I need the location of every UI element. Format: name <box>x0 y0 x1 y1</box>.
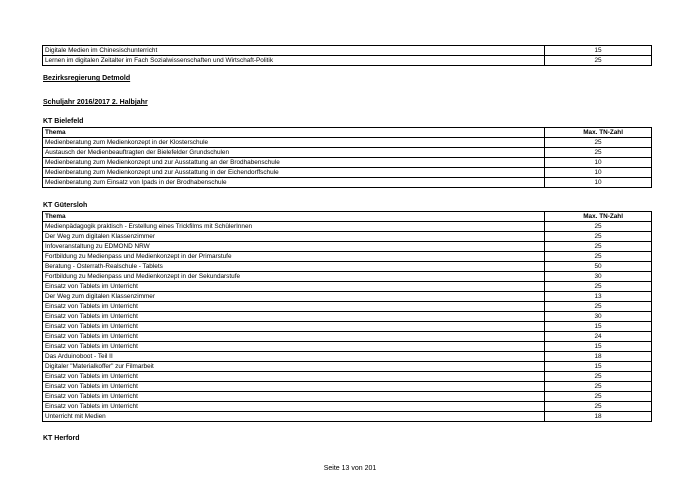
cell-thema: Einsatz von Tablets im Unterricht <box>43 302 545 312</box>
cell-thema: Einsatz von Tablets im Unterricht <box>43 402 545 412</box>
table-row <box>43 292 652 302</box>
cell-max-tn: 50 <box>545 262 652 272</box>
table-row <box>43 312 652 322</box>
cell-thema: Medienberatung zum Medienkonzept und zur Ausstattung in der Eichendorffschule <box>43 168 545 178</box>
cell-thema: Lernen im digitalen Zeitalter im Fach Sozialwissenschaften und Wirtschaft-Politik <box>43 56 545 66</box>
header-thema: Thema <box>43 212 545 222</box>
cell-max-tn: 10 <box>545 168 652 178</box>
cell-max-tn: 24 <box>545 332 652 342</box>
table-row <box>43 272 652 282</box>
cell-thema: Einsatz von Tablets im Unterricht <box>43 342 545 352</box>
table-row <box>43 412 652 422</box>
table-header-row <box>43 212 652 222</box>
cell-thema: Digitale Medien im Chinesischunterricht <box>43 46 545 56</box>
cell-thema: Infoveranstaltung zu EDMOND NRW <box>43 242 545 252</box>
top-table-body <box>43 46 652 66</box>
cell-thema: Einsatz von Tablets im Unterricht <box>43 382 545 392</box>
table-row <box>43 362 652 372</box>
table-row <box>43 282 652 292</box>
cell-max-tn: 15 <box>545 46 652 56</box>
table-row <box>43 342 652 352</box>
cell-max-tn: 25 <box>545 282 652 292</box>
table-header-row <box>43 128 652 138</box>
header-thema: Thema <box>43 128 545 138</box>
cell-thema: Unterricht mit Medien <box>43 412 545 422</box>
cell-max-tn: 10 <box>545 178 652 188</box>
table-row <box>43 148 652 158</box>
table-row <box>43 252 652 262</box>
guetersloh-table <box>42 211 652 422</box>
cell-thema: Einsatz von Tablets im Unterricht <box>43 392 545 402</box>
cell-thema: Medienberatung zum Einsatz von Ipads in der Brodhabenschule <box>43 178 545 188</box>
table-row <box>43 232 652 242</box>
kt-herford-heading: KT Herford <box>43 435 80 442</box>
cell-thema: Medienberatung zum Medienkonzept in der Klosterschule <box>43 138 545 148</box>
cell-max-tn: 18 <box>545 352 652 362</box>
cell-max-tn: 25 <box>545 138 652 148</box>
top-table <box>42 45 652 66</box>
table-row <box>43 322 652 332</box>
table-row <box>43 138 652 148</box>
cell-max-tn: 15 <box>545 322 652 332</box>
cell-max-tn: 13 <box>545 292 652 302</box>
cell-max-tn: 25 <box>545 232 652 242</box>
header-max-tn: Max. TN-Zahl <box>545 128 652 138</box>
schuljahr-heading: Schuljahr 2016/2017 2. Halbjahr <box>43 99 148 106</box>
cell-max-tn: 18 <box>545 412 652 422</box>
table-row <box>43 372 652 382</box>
cell-max-tn: 25 <box>545 402 652 412</box>
cell-thema: Einsatz von Tablets im Unterricht <box>43 282 545 292</box>
table-row <box>43 222 652 232</box>
cell-max-tn: 15 <box>545 362 652 372</box>
cell-thema: Einsatz von Tablets im Unterricht <box>43 312 545 322</box>
cell-max-tn: 25 <box>545 392 652 402</box>
table-row <box>43 352 652 362</box>
cell-thema: Einsatz von Tablets im Unterricht <box>43 332 545 342</box>
table-row <box>43 382 652 392</box>
cell-max-tn: 25 <box>545 372 652 382</box>
cell-max-tn: 30 <box>545 312 652 322</box>
table-row <box>43 332 652 342</box>
cell-max-tn: 25 <box>545 302 652 312</box>
table-row <box>43 168 652 178</box>
table-row <box>43 392 652 402</box>
table-row <box>43 178 652 188</box>
cell-thema: Fortbildung zu Medienpass und Medienkonzept in der Primarstufe <box>43 252 545 262</box>
page-number-footer: Seite 13 von 201 <box>323 465 377 472</box>
cell-thema: Medienberatung zum Medienkonzept und zur Ausstattung an der Brodhabenschule <box>43 158 545 168</box>
kt-guetersloh-heading: KT Gütersloh <box>43 202 88 209</box>
cell-thema: Das Arduinoboot - Teil II <box>43 352 545 362</box>
cell-max-tn: 25 <box>545 252 652 262</box>
cell-thema: Digitaler "Materialkoffer" zur Filmarbeit <box>43 362 545 372</box>
region-heading: Bezirksregierung Detmold <box>43 75 131 82</box>
guetersloh-table-body <box>43 222 652 422</box>
cell-thema: Der Weg zum digitalen Klassenzimmer <box>43 232 545 242</box>
cell-thema: Einsatz von Tablets im Unterricht <box>43 322 545 332</box>
cell-max-tn: 25 <box>545 56 652 66</box>
bielefeld-table-body <box>43 138 652 188</box>
cell-thema: Austausch der Medienbeauftragten der Bielefelder Grundschulen <box>43 148 545 158</box>
cell-max-tn: 30 <box>545 272 652 282</box>
cell-max-tn: 15 <box>545 342 652 352</box>
cell-max-tn: 25 <box>545 222 652 232</box>
cell-thema: Fortbildung zu Medienpass und Medienkonzept in der Sekundarstufe <box>43 272 545 282</box>
cell-max-tn: 25 <box>545 382 652 392</box>
table-row <box>43 56 652 66</box>
cell-max-tn: 25 <box>545 242 652 252</box>
table-row <box>43 302 652 312</box>
cell-max-tn: 10 <box>545 158 652 168</box>
table-row <box>43 158 652 168</box>
table-row <box>43 402 652 412</box>
cell-thema: Medienpädagogik praktisch - Erstellung eines Trickfilms mit SchülerInnen <box>43 222 545 232</box>
cell-max-tn: 25 <box>545 148 652 158</box>
table-row <box>43 262 652 272</box>
cell-thema: Der Weg zum digitalen Klassenzimmer <box>43 292 545 302</box>
cell-thema: Einsatz von Tablets im Unterricht <box>43 372 545 382</box>
table-row <box>43 46 652 56</box>
kt-bielefeld-heading: KT Bielefeld <box>43 118 84 125</box>
table-row <box>43 242 652 252</box>
bielefeld-table <box>42 127 652 188</box>
cell-thema: Beratung - Osterrath-Realschule - Tablets <box>43 262 545 272</box>
header-max-tn: Max. TN-Zahl <box>545 212 652 222</box>
